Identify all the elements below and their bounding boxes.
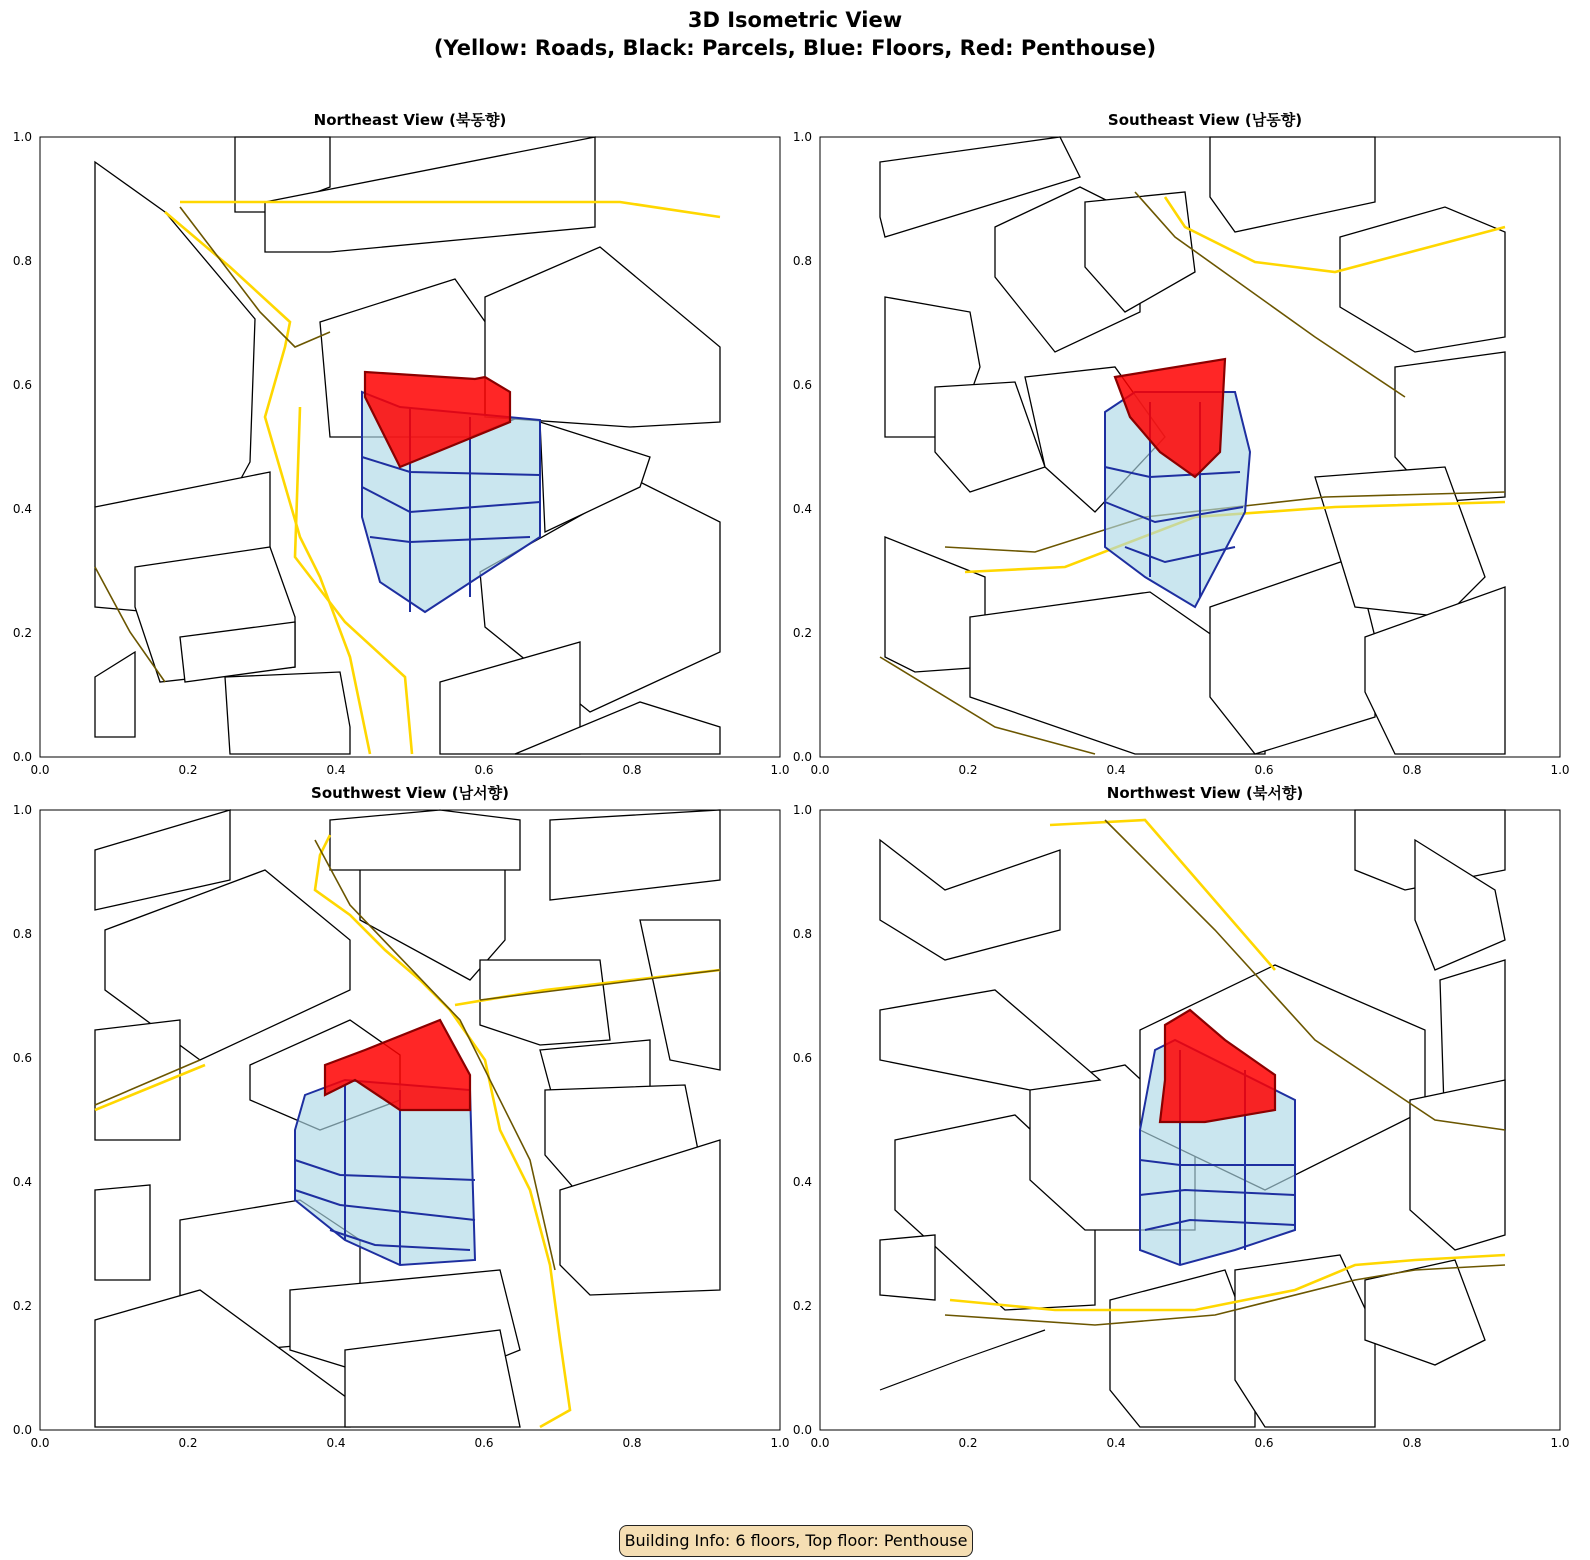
panel-title: Northeast View (북동향) [313, 111, 507, 129]
panel-title: Southwest View (남서향) [311, 784, 509, 802]
svg-text:0.4: 0.4 [326, 763, 346, 777]
svg-text:1.0: 1.0 [792, 803, 812, 817]
svg-text:0.8: 0.8 [1402, 763, 1422, 777]
svg-text:0.0: 0.0 [792, 1423, 812, 1437]
svg-text:0.2: 0.2 [792, 626, 812, 640]
svg-text:0.2: 0.2 [12, 1299, 32, 1313]
svg-text:1.0: 1.0 [792, 130, 812, 144]
x-ticks [30, 763, 789, 777]
svg-text:0.0: 0.0 [30, 763, 50, 777]
svg-text:1.0: 1.0 [1550, 1436, 1570, 1450]
panel-title: Southeast View (남동향) [1107, 111, 1303, 129]
svg-text:0.6: 0.6 [1254, 763, 1274, 777]
y-ticks [13, 130, 32, 764]
svg-text:0.2: 0.2 [178, 1436, 198, 1450]
panel-northwest [792, 784, 1575, 1490]
svg-text:0.2: 0.2 [12, 626, 32, 640]
svg-text:0.8: 0.8 [1402, 1436, 1422, 1450]
panel-title: Northwest View (북서향) [1106, 784, 1304, 802]
svg-text:0.2: 0.2 [178, 763, 198, 777]
svg-text:0.2: 0.2 [792, 1299, 812, 1313]
svg-text:1.0: 1.0 [770, 763, 790, 777]
svg-text:1.0: 1.0 [1550, 763, 1570, 777]
svg-text:0.0: 0.0 [792, 750, 812, 764]
svg-text:0.6: 0.6 [1254, 1436, 1274, 1450]
svg-text:0.4: 0.4 [792, 502, 812, 516]
svg-text:0.6: 0.6 [12, 1051, 32, 1065]
svg-text:0.8: 0.8 [792, 927, 812, 941]
svg-text:0.4: 0.4 [792, 1175, 812, 1189]
view-canvas [792, 803, 1575, 1490]
view-canvas [0, 130, 790, 817]
svg-text:0.2: 0.2 [958, 1436, 978, 1450]
svg-text:0.4: 0.4 [1106, 763, 1126, 777]
svg-text:0.6: 0.6 [12, 378, 32, 392]
x-ticks [810, 763, 1569, 777]
svg-text:0.6: 0.6 [792, 378, 812, 392]
svg-text:0.0: 0.0 [12, 1423, 32, 1437]
svg-text:0.4: 0.4 [326, 1436, 346, 1450]
svg-text:0.6: 0.6 [792, 1051, 812, 1065]
x-ticks [810, 1436, 1569, 1450]
y-ticks [793, 803, 812, 1437]
svg-text:0.0: 0.0 [810, 763, 830, 777]
svg-text:0.0: 0.0 [12, 750, 32, 764]
panel-southwest [0, 784, 790, 1490]
y-ticks [793, 130, 812, 764]
svg-text:0.4: 0.4 [1106, 1436, 1126, 1450]
svg-text:0.2: 0.2 [958, 763, 978, 777]
svg-text:0.6: 0.6 [474, 1436, 494, 1450]
panel-northeast [0, 111, 790, 817]
svg-text:0.4: 0.4 [12, 502, 32, 516]
figure-title-line1: 3D Isometric View [687, 8, 903, 32]
svg-text:0.6: 0.6 [474, 763, 494, 777]
svg-text:0.8: 0.8 [792, 254, 812, 268]
view-canvas [792, 130, 1575, 817]
building-info-box: Building Info: 6 floors, Top floor: Penthouse [619, 1525, 973, 1557]
svg-text:0.4: 0.4 [12, 1175, 32, 1189]
svg-text:0.8: 0.8 [622, 763, 642, 777]
figure-title-line2: (Yellow: Roads, Black: Parcels, Blue: Floors, Red: Penthouse) [433, 36, 1157, 60]
svg-text:1.0: 1.0 [12, 803, 32, 817]
svg-text:1.0: 1.0 [770, 1436, 790, 1450]
svg-text:1.0: 1.0 [12, 130, 32, 144]
svg-text:0.8: 0.8 [622, 1436, 642, 1450]
view-canvas [0, 803, 790, 1490]
figure-title [0, 6, 1590, 62]
panel-southeast [792, 111, 1575, 817]
x-ticks [30, 1436, 789, 1450]
svg-text:0.0: 0.0 [30, 1436, 50, 1450]
svg-text:0.0: 0.0 [810, 1436, 830, 1450]
svg-text:0.8: 0.8 [12, 254, 32, 268]
svg-text:0.8: 0.8 [12, 927, 32, 941]
y-ticks [13, 803, 32, 1437]
